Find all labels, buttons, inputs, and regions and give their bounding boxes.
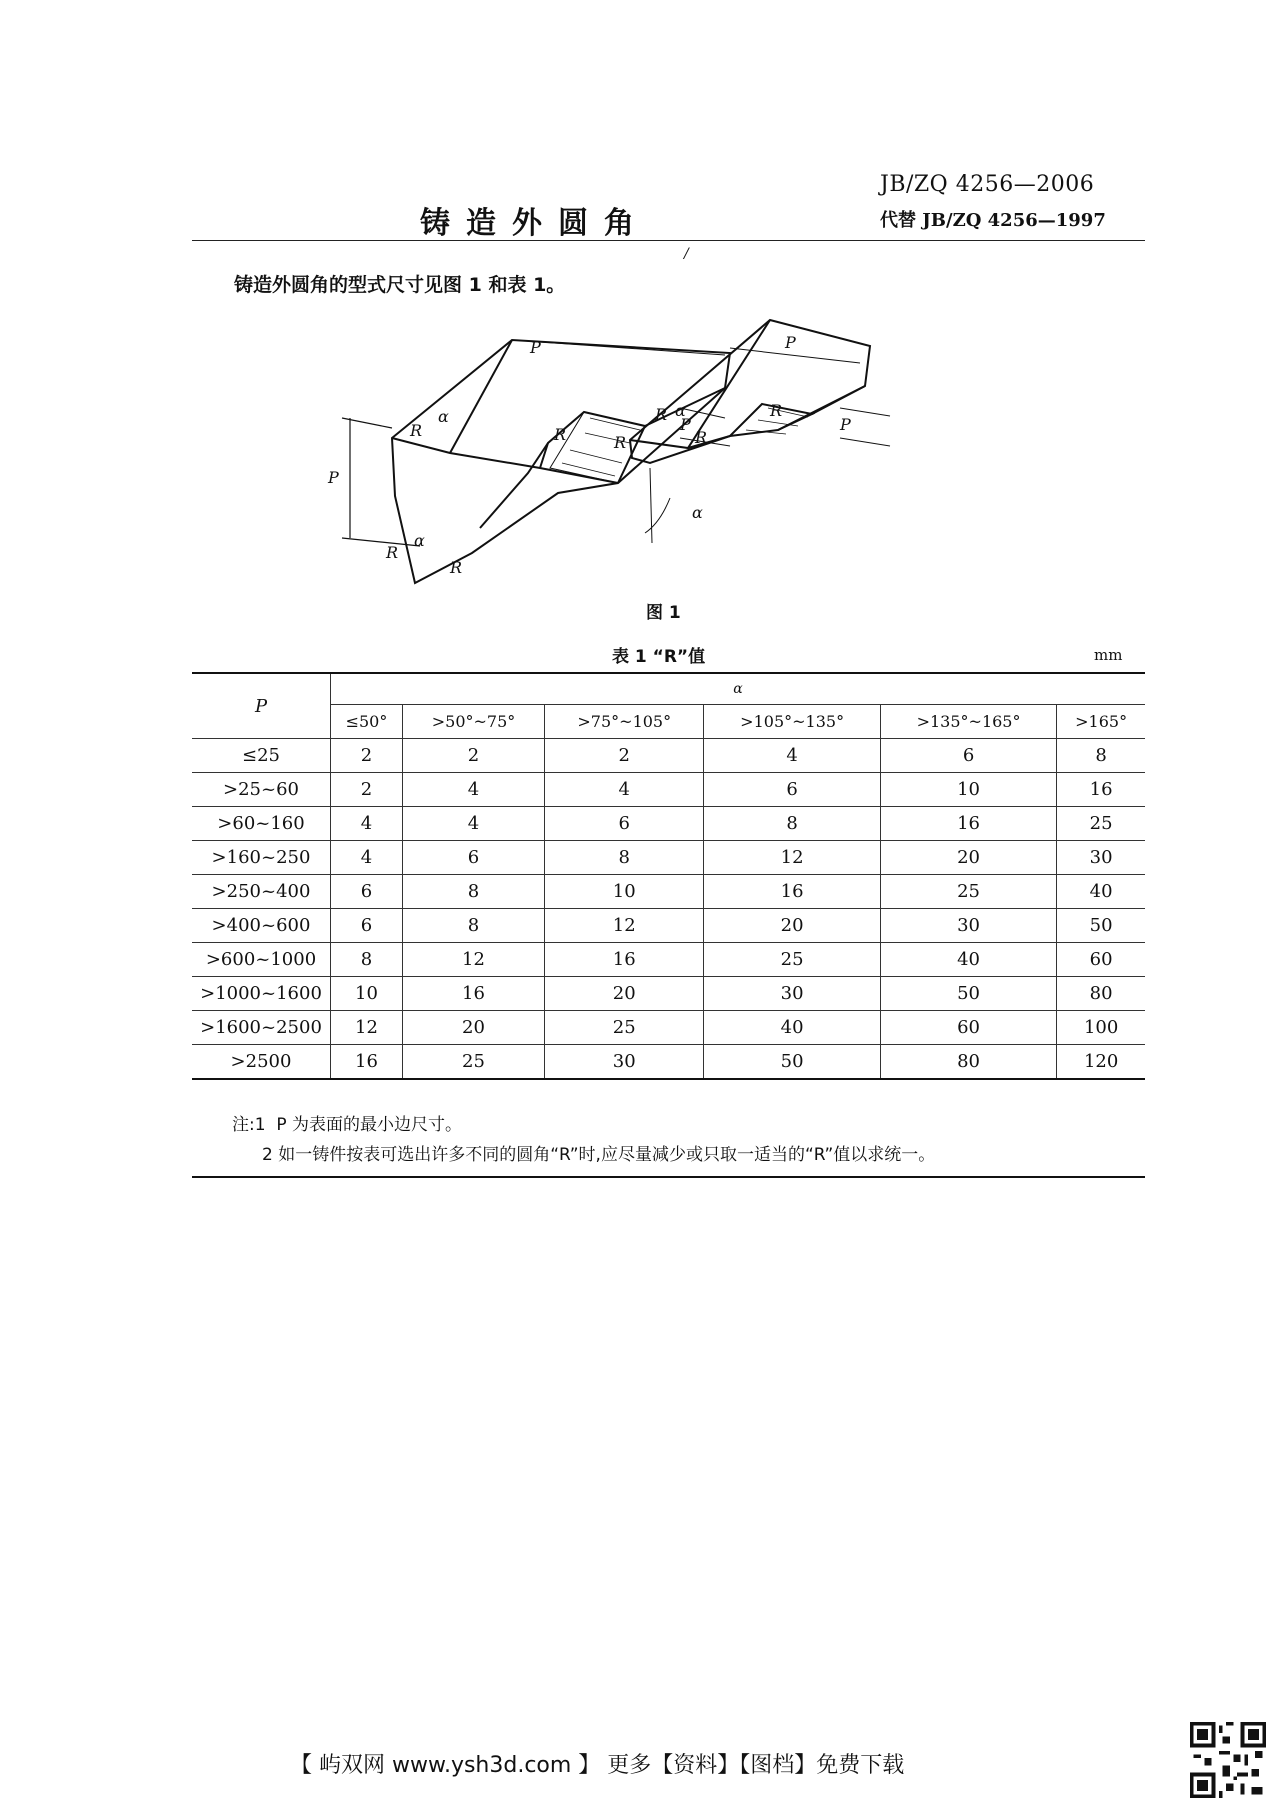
r-value-cell: 30 — [1057, 841, 1145, 875]
r-value-cell: 4 — [545, 773, 704, 807]
table-body — [192, 739, 1145, 1080]
r-value-cell: 4 — [331, 841, 403, 875]
qr-code-icon[interactable] — [1190, 1722, 1266, 1798]
r-value-cell: 4 — [331, 807, 403, 841]
r-value-cell: 40 — [704, 1011, 880, 1045]
p-range-cell: >2500 — [192, 1045, 331, 1080]
r-value-cell: 6 — [331, 909, 403, 943]
r-value-cell: 20 — [704, 909, 880, 943]
table-row — [192, 739, 1145, 773]
p-range-cell: >1600~2500 — [192, 1011, 331, 1045]
r-value-cell: 50 — [880, 977, 1056, 1011]
p-range-cell: >160~250 — [192, 841, 331, 875]
r-value-cell: 40 — [1057, 875, 1145, 909]
r-value-cell: 4 — [704, 739, 880, 773]
r-value-cell: 10 — [331, 977, 403, 1011]
r-value-cell: 30 — [545, 1045, 704, 1080]
r-value-cell: 8 — [704, 807, 880, 841]
r-value-cell: 6 — [545, 807, 704, 841]
r-value-cell: 80 — [880, 1045, 1056, 1080]
note-prefix: 注:1 — [232, 1115, 266, 1135]
table-row — [192, 943, 1145, 977]
svg-text:P: P — [680, 415, 691, 434]
alpha-group-header: α — [331, 673, 1146, 705]
r-value-cell: 16 — [880, 807, 1056, 841]
svg-text:R: R — [386, 543, 399, 562]
column-header: >105°~135° — [704, 705, 880, 739]
r-value-cell: 25 — [402, 1045, 544, 1080]
replaces-standard: 代替 JB/ZQ 4256—1997 — [880, 210, 1106, 231]
r-value-cell: 6 — [880, 739, 1056, 773]
note-1 — [232, 1110, 935, 1140]
svg-text:α: α — [414, 531, 425, 550]
r-value-cell: 30 — [880, 909, 1056, 943]
table-row — [192, 1011, 1145, 1045]
r-value-cell: 25 — [1057, 807, 1145, 841]
r-value-cell: 6 — [402, 841, 544, 875]
p-range-cell: >60~160 — [192, 807, 331, 841]
r-value-cell: 16 — [402, 977, 544, 1011]
table-row — [192, 977, 1145, 1011]
r-value-cell: 12 — [704, 841, 880, 875]
svg-text:R: R — [655, 405, 668, 424]
figure-caption: 图 1 — [646, 603, 681, 623]
table-unit: mm — [1094, 646, 1123, 664]
r-value-cell: 20 — [880, 841, 1056, 875]
p-column-header: P — [192, 673, 331, 739]
svg-text:R: R — [410, 421, 423, 440]
page-title: 铸造外圆角 — [420, 206, 650, 241]
table-row — [192, 807, 1145, 841]
r-value-cell: 60 — [880, 1011, 1056, 1045]
standard-number: JB/ZQ 4256—2006 — [880, 172, 1095, 197]
r-value-cell: 25 — [880, 875, 1056, 909]
right-block-drawing — [630, 320, 890, 463]
svg-text:R: R — [695, 428, 708, 447]
r-value-cell: 4 — [402, 773, 544, 807]
p-range-cell: >600~1000 — [192, 943, 331, 977]
left-block-drawing — [327, 338, 730, 583]
column-header: ≤50° — [331, 705, 403, 739]
note-2: 2 如一铸件按表可选出许多不同的圆角“R”时,应尽量减少或只取一适当的“R”值以求统一。 — [262, 1145, 936, 1165]
svg-text:R: R — [614, 433, 627, 452]
r-value-cell: 8 — [402, 875, 544, 909]
r-value-cell: 50 — [1057, 909, 1145, 943]
notes — [232, 1110, 935, 1170]
svg-text:α: α — [675, 401, 686, 420]
r-value-cell: 16 — [1057, 773, 1145, 807]
column-header: >50°~75° — [402, 705, 544, 739]
r-value-table — [192, 672, 1145, 1080]
column-header: >75°~105° — [545, 705, 704, 739]
intro-text: 铸造外圆角的型式尺寸见图 1 和表 1。 — [234, 274, 566, 296]
r-value-cell: 8 — [1057, 739, 1145, 773]
r-value-cell: 16 — [704, 875, 880, 909]
table-row — [192, 1045, 1145, 1080]
p-range-cell: >1000~1600 — [192, 977, 331, 1011]
svg-text:R: R — [770, 401, 783, 420]
p-range-cell: >25~60 — [192, 773, 331, 807]
r-value-cell: 10 — [880, 773, 1056, 807]
r-value-cell: 2 — [331, 773, 403, 807]
svg-text:R: R — [554, 425, 567, 444]
r-value-cell: 80 — [1057, 977, 1145, 1011]
p-range-cell: >400~600 — [192, 909, 331, 943]
svg-text:P: P — [530, 338, 541, 357]
table-row — [192, 841, 1145, 875]
r-value-cell: 30 — [704, 977, 880, 1011]
r-value-cell: 25 — [545, 1011, 704, 1045]
r-value-cell: 2 — [402, 739, 544, 773]
site-watermark-footer[interactable]: 【 屿双网 www.ysh3d.com 】 更多【资料】【图档】免费下载 — [290, 1753, 905, 1778]
svg-text:P: P — [840, 415, 851, 434]
r-value-cell: 20 — [545, 977, 704, 1011]
svg-text:P: P — [328, 468, 339, 487]
svg-text:P: P — [785, 333, 796, 352]
r-value-cell: 2 — [545, 739, 704, 773]
table-caption: 表 1 “R”值 — [612, 647, 706, 667]
table-end-rule — [192, 1176, 1145, 1178]
r-value-cell: 12 — [402, 943, 544, 977]
note-1-text: P 为表面的最小边尺寸。 — [276, 1115, 463, 1135]
casting-fillet-figure — [300, 318, 1020, 596]
r-value-cell: 40 — [880, 943, 1056, 977]
column-header: >165° — [1057, 705, 1145, 739]
r-value-cell: 8 — [545, 841, 704, 875]
r-value-cell: 2 — [331, 739, 403, 773]
table-row — [192, 773, 1145, 807]
r-value-cell: 8 — [402, 909, 544, 943]
r-value-cell: 25 — [704, 943, 880, 977]
r-value-cell: 6 — [704, 773, 880, 807]
r-value-cell: 60 — [1057, 943, 1145, 977]
r-value-cell: 12 — [545, 909, 704, 943]
svg-text:α: α — [692, 503, 703, 522]
r-value-cell: 8 — [331, 943, 403, 977]
svg-text:R: R — [450, 558, 463, 577]
r-value-cell: 10 — [545, 875, 704, 909]
stray-mark: / — [684, 246, 689, 262]
r-value-cell: 120 — [1057, 1045, 1145, 1080]
r-value-cell: 20 — [402, 1011, 544, 1045]
p-range-cell: >250~400 — [192, 875, 331, 909]
header-rule — [192, 240, 1145, 241]
r-value-cell: 50 — [704, 1045, 880, 1080]
r-value-cell: 16 — [331, 1045, 403, 1080]
r-value-cell: 12 — [331, 1011, 403, 1045]
r-value-cell: 100 — [1057, 1011, 1145, 1045]
svg-text:α: α — [438, 407, 449, 426]
r-value-cell: 4 — [402, 807, 544, 841]
r-value-cell: 16 — [545, 943, 704, 977]
table-row — [192, 875, 1145, 909]
r-value-cell: 6 — [331, 875, 403, 909]
table-subheader-row — [192, 705, 1145, 739]
p-range-cell: ≤25 — [192, 739, 331, 773]
table-row — [192, 909, 1145, 943]
table-header-row — [192, 673, 1145, 705]
column-header: >135°~165° — [880, 705, 1056, 739]
